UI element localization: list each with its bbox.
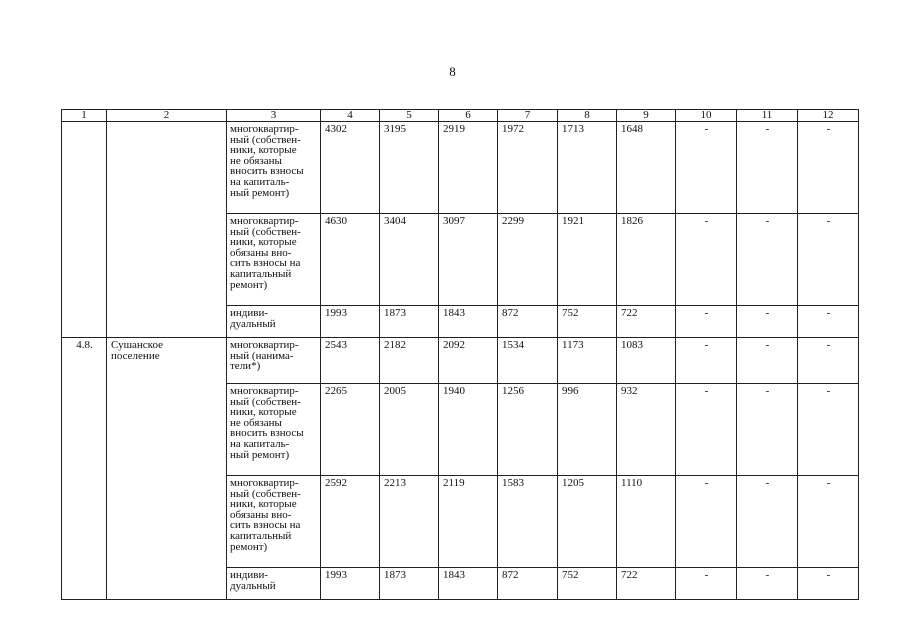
value-cell: 2005 (380, 384, 439, 476)
value-cell: 2182 (380, 338, 439, 384)
table-row (62, 122, 859, 214)
row-number-cell: 4.8. (62, 338, 107, 600)
value-cell: 1972 (498, 122, 558, 214)
value-cell: 1873 (380, 568, 439, 600)
empty-value-cell: - (798, 214, 859, 306)
column-header: 2 (107, 110, 227, 122)
column-header: 9 (617, 110, 676, 122)
housing-type-cell: многоквартир- ный (собствен- ники, которые обязаны вно- сить взносы на капитальный ремонт) (227, 476, 321, 568)
value-cell: 1921 (558, 214, 617, 306)
column-header: 1 (62, 110, 107, 122)
value-cell: 1110 (617, 476, 676, 568)
value-cell: 1993 (321, 568, 380, 600)
column-header: 10 (676, 110, 737, 122)
housing-type-cell: многоквартир- ный (собствен- ники, которые обязаны вно- сить взносы на капитальный ремонт) (227, 214, 321, 306)
value-cell: 872 (498, 568, 558, 600)
column-header: 8 (558, 110, 617, 122)
column-header: 6 (439, 110, 498, 122)
page-number: 8 (449, 64, 456, 79)
column-header: 5 (380, 110, 439, 122)
tariff-table (61, 109, 859, 600)
value-cell: 1173 (558, 338, 617, 384)
value-cell: 2213 (380, 476, 439, 568)
value-cell: 1083 (617, 338, 676, 384)
empty-value-cell: - (798, 568, 859, 600)
value-cell: 1826 (617, 214, 676, 306)
settlement-cell: Сушанское поселение (107, 338, 227, 600)
value-cell: 2119 (439, 476, 498, 568)
value-cell: 4630 (321, 214, 380, 306)
empty-value-cell: - (798, 338, 859, 384)
value-cell: 2543 (321, 338, 380, 384)
value-cell: 996 (558, 384, 617, 476)
empty-value-cell: - (676, 306, 737, 338)
empty-value-cell: - (737, 306, 798, 338)
value-cell: 2592 (321, 476, 380, 568)
empty-value-cell: - (737, 568, 798, 600)
empty-value-cell: - (737, 384, 798, 476)
empty-value-cell: - (798, 384, 859, 476)
empty-value-cell: - (676, 476, 737, 568)
housing-type-cell: многоквартир- ный (собствен- ники, которые не обязаны вносить взносы на капиталь- ный ремонт) (227, 122, 321, 214)
empty-value-cell: - (737, 214, 798, 306)
column-header: 7 (498, 110, 558, 122)
value-cell: 2919 (439, 122, 498, 214)
settlement-cell (107, 122, 227, 338)
value-cell: 752 (558, 306, 617, 338)
value-cell: 3404 (380, 214, 439, 306)
housing-type-cell: многоквартир- ный (собствен- ники, которые не обязаны вносить взносы на капиталь- ный ремонт) (227, 384, 321, 476)
empty-value-cell: - (676, 384, 737, 476)
value-cell: 3195 (380, 122, 439, 214)
value-cell: 2092 (439, 338, 498, 384)
empty-value-cell: - (737, 338, 798, 384)
housing-type-cell: многоквартир- ный (нанима- тели*) (227, 338, 321, 384)
value-cell: 722 (617, 306, 676, 338)
empty-value-cell: - (798, 476, 859, 568)
empty-value-cell: - (737, 476, 798, 568)
value-cell: 1843 (439, 568, 498, 600)
value-cell: 1940 (439, 384, 498, 476)
value-cell: 1993 (321, 306, 380, 338)
value-cell: 1534 (498, 338, 558, 384)
column-header: 11 (737, 110, 798, 122)
empty-value-cell: - (676, 122, 737, 214)
housing-type-cell: индиви- дуальный (227, 306, 321, 338)
value-cell: 932 (617, 384, 676, 476)
value-cell: 1256 (498, 384, 558, 476)
value-cell: 1583 (498, 476, 558, 568)
empty-value-cell: - (737, 122, 798, 214)
table-row (62, 338, 859, 384)
value-cell: 1713 (558, 122, 617, 214)
empty-value-cell: - (676, 214, 737, 306)
value-cell: 2299 (498, 214, 558, 306)
empty-value-cell: - (798, 122, 859, 214)
value-cell: 2265 (321, 384, 380, 476)
value-cell: 1205 (558, 476, 617, 568)
value-cell: 872 (498, 306, 558, 338)
value-cell: 1843 (439, 306, 498, 338)
value-cell: 722 (617, 568, 676, 600)
column-header: 3 (227, 110, 321, 122)
value-cell: 752 (558, 568, 617, 600)
value-cell: 3097 (439, 214, 498, 306)
table-header-row (62, 110, 859, 122)
housing-type-cell: индиви- дуальный (227, 568, 321, 600)
value-cell: 4302 (321, 122, 380, 214)
row-number-cell (62, 122, 107, 338)
empty-value-cell: - (676, 568, 737, 600)
empty-value-cell: - (798, 306, 859, 338)
empty-value-cell: - (676, 338, 737, 384)
column-header: 12 (798, 110, 859, 122)
value-cell: 1648 (617, 122, 676, 214)
column-header: 4 (321, 110, 380, 122)
value-cell: 1873 (380, 306, 439, 338)
